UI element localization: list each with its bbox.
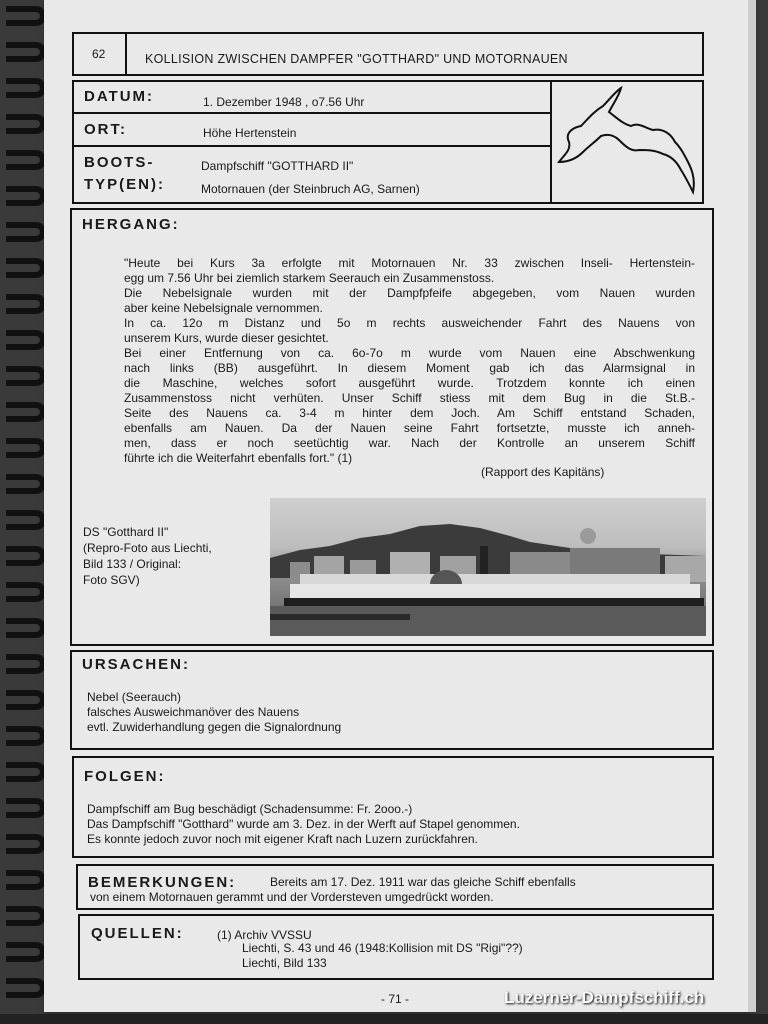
page-number: 62 — [92, 47, 106, 61]
hergang-text — [124, 256, 695, 466]
hergang-line: In ca. 12o m Distanz und 5o m rechts ausweichender Fahrt des Nauens von — [124, 316, 695, 330]
map-divider — [550, 80, 552, 204]
page-title: KOLLISION ZWISCHEN DAMPFER "GOTTHARD" UND MOTORNAUEN — [145, 52, 568, 66]
bootstyp-value-2: Motornauen (der Steinbruch AG, Sarnen) — [201, 182, 420, 196]
bootstyp-label-1: BOOTS- — [84, 154, 155, 171]
quellen-line-3: Liechti, Bild 133 — [242, 956, 327, 970]
binding-ring — [6, 726, 46, 746]
quellen-label: QUELLEN: — [91, 925, 184, 942]
binding-ring — [6, 618, 46, 638]
hergang-line: ebenfalls am Nauen. Da der Nauen seine Fahrt fortsetzte, musste ich anneh- — [124, 421, 695, 435]
bemerkungen-line-1: Bereits am 17. Dez. 1911 war das gleiche Schiff ebenfalls — [270, 875, 576, 889]
steamship-photo — [270, 498, 706, 636]
binding-ring — [6, 510, 46, 530]
hergang-line: nach links (BB) ausgeführt. In diesem Moment gab ich das Alarmsignal in — [124, 361, 695, 375]
bemerkungen-line-2: von einem Motornauen gerammt und der Vordersteven umgedrückt worden. — [90, 890, 494, 904]
binding-ring — [6, 6, 46, 26]
binding-ring — [6, 366, 46, 386]
binding-ring — [6, 654, 46, 674]
spiral-binding — [0, 0, 50, 1024]
hergang-source: (Rapport des Kapitäns) — [481, 465, 605, 479]
header-divider — [125, 32, 127, 76]
binding-ring — [6, 42, 46, 62]
binding-ring — [6, 294, 46, 314]
quellen-line-2: Liechti, S. 43 und 46 (1948:Kollision mit DS "Rigi"??) — [242, 941, 523, 955]
info-row-divider-2 — [72, 145, 551, 147]
ursachen-line-1: Nebel (Seerauch) — [87, 690, 182, 704]
hergang-line: "Heute bei Kurs 3a erfolgte mit Motornauen Nr. 33 zwischen Inseli- Hertenstein- — [124, 256, 695, 270]
hergang-line: egg um 7.56 Uhr bei ziemlich starkem Seerauch ein Zusammenstoss. — [124, 271, 495, 285]
binding-ring — [6, 150, 46, 170]
hergang-line: unserem Kurs, wurde dieser gesichtet. — [124, 331, 329, 345]
folgen-line-3: Es konnte jedoch zuvor noch mit eigener Kraft nach Luzern zurückfahren. — [87, 832, 478, 846]
hergang-line: Die Nebelsignale wurden mit der Dampfpfeife abgegeben, vom Nauen wurden — [124, 286, 695, 300]
ort-label: ORT: — [84, 121, 127, 138]
datum-value: 1. Dezember 1948 , o7.56 Uhr — [203, 95, 365, 109]
bootstyp-value-1: Dampfschiff "GOTTHARD II" — [201, 159, 354, 173]
folgen-line-2: Das Dampfschiff "Gotthard" wurde am 3. Dez. in der Werft auf Stapel genommen. — [87, 817, 520, 831]
binding-ring — [6, 330, 46, 350]
info-row-divider-1 — [72, 112, 551, 114]
page-edge — [748, 0, 756, 1012]
hergang-line: Seite des Nauens ca. 3-4 m hinter dem Joch. Am Schiff entstand Schaden, — [124, 406, 695, 420]
hergang-label: HERGANG: — [82, 216, 180, 233]
photo-caption-1: DS "Gotthard II" — [83, 525, 169, 539]
binding-ring — [6, 258, 46, 278]
binding-ring — [6, 402, 46, 422]
binding-ring — [6, 186, 46, 206]
hergang-line: Bei einer Entfernung von ca. 6o-7o m wurde vom Nauen eine Abschwenkung — [124, 346, 695, 360]
binding-ring — [6, 690, 46, 710]
datum-label: DATUM: — [84, 88, 155, 105]
binding-ring — [6, 546, 46, 566]
binding-ring — [6, 438, 46, 458]
binding-ring — [6, 114, 46, 134]
binding-ring — [6, 78, 46, 98]
hergang-line: führte ich die Weiterfahrt ebenfalls fort." (1) — [124, 451, 353, 465]
binding-ring — [6, 222, 46, 242]
binding-ring — [6, 870, 46, 890]
hergang-line: men, dass er noch seetüchtig war. Nach der Kontrolle an unserem Schiff — [124, 436, 695, 450]
binding-ring — [6, 582, 46, 602]
bootstyp-label-2: TYP(EN): — [84, 176, 165, 193]
watermark: Luzerner-Dampfschiff.ch — [504, 988, 705, 1007]
photo-caption-3: Bild 133 / Original: — [83, 557, 182, 571]
binding-ring — [6, 762, 46, 782]
binding-ring — [6, 942, 46, 962]
ursachen-line-3: evtl. Zuwiderhandlung gegen die Signalordnung — [87, 720, 342, 734]
ursachen-line-2: falsches Ausweichmanöver des Nauens — [87, 705, 300, 719]
hergang-line: die Maschine, welches sofort ausgeführt wurde. Trotzdem konnte ich einen — [124, 376, 695, 390]
lake-map-icon — [553, 84, 701, 200]
binding-ring — [6, 834, 46, 854]
ort-value: Höhe Hertenstein — [203, 126, 297, 140]
hergang-line: Zusammenstoss nicht verhüten. Unser Schiff stiess mit dem Bug in die St.B.- — [124, 391, 695, 405]
bottom-shadow — [0, 1014, 768, 1024]
folgen-line-1: Dampfschiff am Bug beschädigt (Schadensumme: Fr. 2ooo.-) — [87, 802, 413, 816]
photo-caption-4: Foto SGV) — [83, 573, 140, 587]
binding-ring — [6, 798, 46, 818]
ursachen-label: URSACHEN: — [82, 656, 190, 673]
folgen-label: FOLGEN: — [84, 768, 166, 785]
binding-ring — [6, 978, 46, 998]
hergang-line: aber keine Nebelsignale vernommen. — [124, 301, 323, 315]
binding-ring — [6, 906, 46, 926]
bemerkungen-label: BEMERKUNGEN: — [88, 874, 237, 891]
binding-ring — [6, 474, 46, 494]
quellen-line-1: (1) Archiv VVSSU — [217, 928, 312, 942]
page-footer-number: - 71 - — [381, 992, 410, 1006]
photo-caption-2: (Repro-Foto aus Liechti, — [83, 541, 212, 555]
